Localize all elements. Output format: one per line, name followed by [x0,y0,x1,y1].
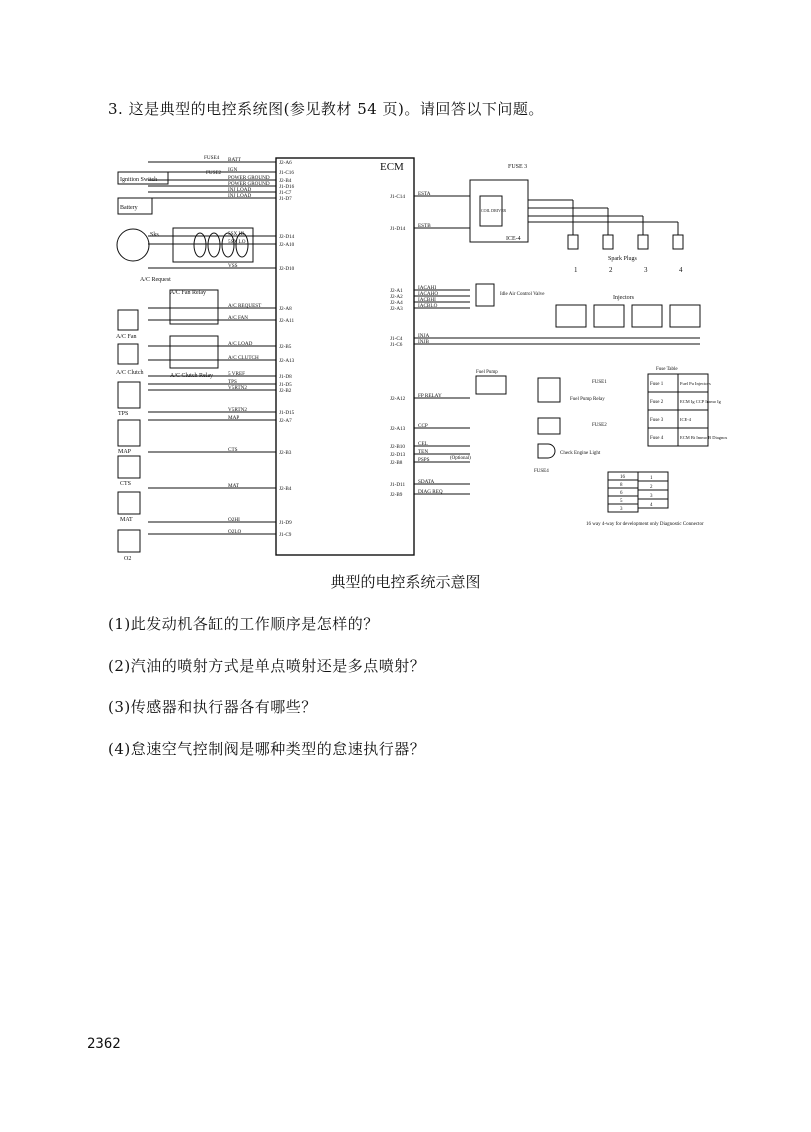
ecm-pin-label: J2-D10 [279,266,295,272]
signal-label: INJ LOAD [228,187,252,193]
diag-pin: 8 [620,483,623,488]
signal-label: IACBLO [418,303,438,309]
fuse1-label: FUSE1 [592,380,607,385]
ecm-pin-label: J2-B9 [390,492,403,498]
ecm-pin-label: J2-B3 [279,450,292,456]
ecm-pin-label: J1-D5 [279,382,292,388]
question-1: (1)此发动机各缸的工作顺序是怎样的？ [108,615,379,633]
signal-label: 5SX LO [228,239,246,245]
ac-clutch-icon [118,344,138,364]
tps-label: TPS [118,411,129,417]
signal-label: V5RTN2 [228,385,247,391]
ecm-pin-label: J1-C6 [390,342,403,348]
ecm-pin-label: J1-C16 [279,170,294,176]
ecm-pin-label: J2-A12 [390,396,406,402]
ecm-pin-label: J1-D15 [279,410,295,416]
ecm-pin-label: J2-A10 [279,242,295,248]
signal-label: CCP [418,423,428,429]
ecm-pin-label: J2-B4 [279,486,292,492]
signal-label: ESTB [418,223,431,229]
map-icon [118,420,140,446]
crank-sensor-icon [117,229,149,261]
fuse-label: FUSE4 [204,155,220,161]
spark-plug-number: 2 [609,266,613,274]
question-2: (2)汽油的喷射方式是单点喷射还是多点喷射？ [108,657,426,675]
signal-label: 5 VREF [228,371,246,377]
ignition-switch-label: Ignition Switch [120,177,158,183]
mat-icon [118,492,140,514]
signal-label: A/C LOAD [228,341,253,347]
battery-label: Battery [120,205,138,211]
ecm-pin-label: J1-C7 [279,190,292,196]
signal-label: CEL [418,441,428,447]
tps-icon [118,382,140,408]
diag-pin: 6 [620,491,623,496]
spark-plug-icon [603,235,613,249]
mat-label: MAT [120,517,133,523]
ecm-pin-label: J1-D11 [390,482,406,488]
ecm-pin-label: J2-A1 [390,288,403,294]
page-number: 2362 [87,1036,121,1052]
map-label: MAP [118,449,132,455]
signal-label: 5SX HI [228,231,244,237]
check-engine-light-label: Check Engine Light [560,451,601,456]
fuse-label: FUSE2 [206,170,222,176]
ecm-pin-label: J2-A3 [390,306,403,312]
ecm-pin-label: J1-C4 [390,336,403,342]
diagnostic-connector [608,472,668,512]
signal-label: FP RELAY [418,393,442,399]
diag-pin: 16 [620,475,625,480]
ac-fan-label: A/C Fan [116,334,137,340]
fuse-table [648,374,728,446]
signal-label: IGN [228,167,238,173]
fuse2-right-label: FUSE2 [592,423,607,428]
fuse-table-desc: ECM Ig CCP Immo Ig [680,399,721,404]
ecm-wiring-diagram [108,150,728,565]
signal-label: PSPS [418,457,430,463]
question-4: (4)怠速空气控制阀是哪种类型的怠速执行器？ [108,740,426,758]
ac-fan-relay-label: A/C Fan Relay [170,290,206,296]
signal-label: CTS [228,447,238,453]
spark-plug-icon [673,235,683,249]
signal-label: A/C FAN [228,315,248,321]
ac-clutch-relay [170,336,218,368]
signal-label: INJA [418,333,430,339]
diag-note: 16 way 4-way for development only Diagnostic Connector [586,522,704,527]
cts-label: CTS [120,481,132,487]
fuel-pump-relay-icon [538,378,560,402]
signal-label: IACAHI [418,285,437,291]
ecm-pin-label: J1-D7 [279,196,292,202]
icm-label: ICE-4 [506,236,521,242]
diag-pin: 1 [650,476,653,481]
ecm-pin-label: J2-A6 [279,160,292,166]
signal-label: SDATA [418,479,435,485]
ecm-pin-label: J2-B10 [390,444,405,450]
cts-icon [118,456,140,478]
question-heading: 3. 这是典型的电控系统图(参见教材 54 页)。请回答以下问题。 [108,100,544,118]
signal-label: A/C CLUTCH [228,355,259,361]
diag-pin: 3 [650,494,653,499]
ecm-label: ECM [380,161,404,173]
check-engine-light-icon [538,444,555,458]
signal-label: A/C REQUEST [228,303,262,309]
fuse4-label: FUSE4 [534,469,549,474]
iac-valve-icon [476,284,494,306]
fuse-table-title: Fuse Table [656,367,678,372]
ecm-pin-label: J2-D14 [279,234,295,240]
signal-label: VSS [228,263,238,269]
ecm-pin-label: J2-B2 [279,388,292,394]
fuel-pump-relay-label: Fuel Pump Relay [570,397,605,402]
ecm-pin-label: J1-D9 [279,520,292,526]
optional-label: (Optional) [450,456,471,461]
ecm-pin-label: J2-D13 [390,452,406,458]
signal-label: ESTA [418,191,431,197]
injectors-label: Injectors [613,295,634,301]
injector-icon [556,305,586,327]
spark-plug-number: 3 [644,266,648,274]
diag-pin: 3 [620,507,623,512]
ecm-pin-label: J2-A13 [279,358,295,364]
signal-label: POWER GROUND [228,181,270,187]
ecm-pin-label: J2-A11 [279,318,295,324]
ecm-pin-label: J2-A13 [390,426,406,432]
fuse-table-fuse: Fuse 2 [650,400,664,405]
spark-plug-icon [568,235,578,249]
injector-icon [594,305,624,327]
diag-pin: 2 [650,485,653,490]
diagram-caption: 典型的电控系统示意图 [330,573,481,591]
signal-label: BATT [228,157,241,163]
fuse-table-fuse: Fuse 4 [650,436,664,441]
fuse-table-desc: ICE-4 [680,417,691,422]
o2-label: O2 [124,556,132,562]
signal-label: O2LO [228,529,242,535]
fuse-table-fuse: Fuse 3 [650,418,664,423]
spark-plugs-label: Spark Plugs [608,256,637,262]
signal-label: POWER GROUND [228,175,270,181]
signal-label: IACAHO [418,291,439,297]
signal-label: V5RTN2 [228,407,247,413]
signal-label: DIAG REQ [418,489,443,495]
injector-icon [670,305,700,327]
left-signal-lines [148,155,295,538]
signal-label: INJB [418,339,429,345]
ecm-pin-label: J1-D14 [390,226,406,232]
ecm-pin-label: J2-B8 [390,460,403,466]
ecm-pin-label: J2-B4 [279,178,292,184]
ecm-pin-label: J2-A2 [390,294,403,300]
signal-label: MAT [228,483,239,489]
spark-plug-icon [638,235,648,249]
signal-label: O2HI [228,517,240,523]
ac-clutch-label: A/C Clutch [116,370,144,376]
ecm-pin-label: J1-C14 [390,194,405,200]
ecm-pin-label: J1-C9 [279,532,292,538]
diag-pin: 5 [620,499,623,504]
signal-label: INJ LOAD [228,193,252,199]
ecm-pin-label: J2-A4 [390,300,403,306]
fuse3-label: FUSE 3 [508,164,528,170]
ac-clutch-relay-label: A/C Clutch Relay [170,373,213,379]
signal-label: TEN [418,449,429,455]
fuse-table-desc: ECM Bt Immo B Diagnos [680,435,728,440]
fuel-pump-icon [476,376,506,394]
ccp-solenoid-icon [538,418,560,434]
ac-request-label: A/C Request [140,277,171,283]
coil-driver-label: COIL DRIVER [481,208,507,213]
spark-plug-number: 1 [574,266,578,274]
ecm-pin-label: J2-B5 [279,344,292,350]
sks-label: Sks [150,232,159,238]
diag-pin: 4 [650,503,653,508]
ecm-pin-label: J1-D16 [279,184,295,190]
fuel-pump-label: Fuel Pump [476,370,498,375]
fuse-table-desc: Fuel Pu Injectors [680,381,711,386]
fuse-table-fuse: Fuse 1 [650,382,664,387]
ecm-pin-label: J1-D8 [279,374,292,380]
iac-label: Idle Air Control Valve [500,292,545,297]
signal-label: TPS [228,379,237,385]
ac-fan-icon [118,310,138,330]
signal-label: MAP [228,415,240,421]
o2-icon [118,530,140,552]
right-signal-lines [390,191,700,498]
signal-label: IACBHI [418,297,436,303]
ecm-pin-label: J2-A8 [279,306,292,312]
question-3: (3)传感器和执行器各有哪些？ [108,698,317,716]
ecm-pin-label: J2-A7 [279,418,292,424]
spark-plug-number: 4 [679,266,683,274]
spark-plugs [528,200,683,249]
injector-icon [632,305,662,327]
